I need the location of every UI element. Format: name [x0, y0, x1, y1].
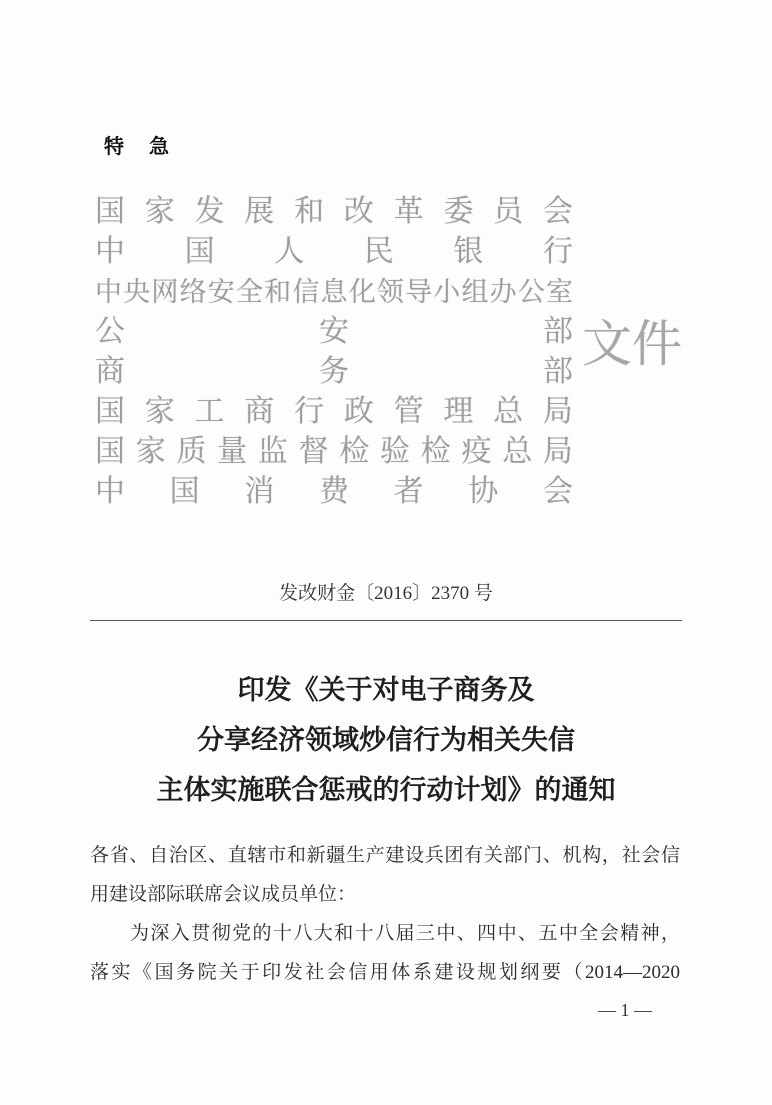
- issuer-char: 消: [244, 475, 275, 508]
- document-suffix: 文件: [582, 316, 682, 372]
- issuer-char: 商: [95, 355, 125, 388]
- body-text: [90, 836, 680, 992]
- issuer-char: 行: [294, 395, 325, 428]
- document-title: [0, 665, 772, 815]
- issuer-char: 督: [298, 435, 329, 468]
- issuer-char: 委: [443, 195, 474, 228]
- issuer-char: 量: [217, 435, 248, 468]
- issuer-char: 化: [348, 277, 376, 307]
- issuer-char: 家: [135, 435, 166, 468]
- title-line: 主体实施联合惩戒的行动计划》的通知: [156, 775, 616, 805]
- issuer-char: 安: [207, 277, 235, 307]
- issuer-char: 疫: [461, 435, 492, 468]
- issuer-char: 工: [194, 395, 225, 428]
- issuer-pboc: [95, 232, 573, 272]
- issuer-char: 国: [95, 435, 125, 468]
- issuer-char: 和: [264, 277, 292, 307]
- salutation-line: 各省、自治区、直辖市和新疆生产建设兵团有关部门、机构，社会信: [90, 845, 680, 866]
- issuer-char: 中: [95, 475, 125, 508]
- issuer-char: 国: [169, 475, 200, 508]
- issuer-char: 检: [420, 435, 451, 468]
- issuer-char: 络: [179, 277, 207, 307]
- issuer-char: 人: [274, 235, 305, 268]
- issuer-char: 民: [363, 235, 394, 268]
- issuer-char: 银: [453, 235, 484, 268]
- issuer-char: 政: [343, 395, 374, 428]
- issuer-char: 改: [343, 195, 374, 228]
- issuer-char: 费: [318, 475, 349, 508]
- page-number: — 1 —: [598, 1000, 652, 1020]
- issuer-public-security: [95, 312, 573, 352]
- issuer-char: 理: [443, 395, 474, 428]
- issuer-char: 和: [294, 195, 325, 228]
- issuer-char: 部: [543, 355, 573, 388]
- issuer-char: 组: [461, 277, 489, 307]
- issuer-char: 局: [542, 435, 573, 468]
- issuer-char: 局: [542, 395, 573, 428]
- issuer-char: 信: [292, 277, 320, 307]
- header-divider: [90, 620, 682, 621]
- issuer-char: 安: [319, 315, 349, 348]
- issuer-char: 导: [405, 277, 433, 307]
- document-number: 发改财金〔2016〕2370 号: [279, 583, 493, 604]
- issuer-char: 国: [95, 395, 125, 428]
- issuer-aqsiq: [95, 432, 573, 472]
- title-line: 分享经济领域炒信行为相关失信: [197, 725, 575, 755]
- issuer-char: 发: [194, 195, 225, 228]
- issuer-char: 监: [257, 435, 288, 468]
- issuer-char: 革: [393, 195, 424, 228]
- issuer-char: 全: [235, 277, 263, 307]
- issuer-char: 会: [542, 475, 573, 508]
- issuer-char: 室: [546, 277, 573, 307]
- issuer-char: 质: [176, 435, 207, 468]
- issuer-char: 协: [468, 475, 499, 508]
- issuer-consumers-association: [95, 472, 573, 512]
- title-line: 印发《关于对电子商务及: [237, 675, 535, 705]
- issuer-saic: [95, 392, 573, 432]
- paragraph-line: 落实《国务院关于印发社会信用体系建设规划纲要（2014—2020: [90, 962, 680, 983]
- issuer-char: 商: [244, 395, 275, 428]
- salutation-line: 用建设部际联席会议成员单位：: [90, 884, 357, 905]
- issuer-char: 家: [144, 195, 175, 228]
- issuer-char: 网: [151, 277, 179, 307]
- issuer-cyberspace-office: [95, 272, 573, 312]
- issuer-char: 检: [339, 435, 370, 468]
- issuer-commerce: [95, 352, 573, 392]
- issuer-char: 办: [489, 277, 517, 307]
- issuer-char: 公: [517, 277, 545, 307]
- issuer-char: 息: [320, 277, 348, 307]
- issuer-char: 中: [95, 235, 125, 268]
- issuer-char: 家: [144, 395, 175, 428]
- issuer-char: 部: [543, 315, 573, 348]
- urgency-label: 特 急: [104, 136, 179, 158]
- issuer-char: 展: [244, 195, 275, 228]
- issuer-char: 领: [376, 277, 404, 307]
- issuer-char: 管: [393, 395, 424, 428]
- issuer-char: 员: [493, 195, 524, 228]
- issuer-char: 验: [380, 435, 411, 468]
- issuer-char: 央: [123, 277, 151, 307]
- issuer-char: 总: [493, 395, 524, 428]
- issuer-char: 务: [319, 355, 349, 388]
- issuer-ndrc: [95, 192, 573, 232]
- issuer-char: 小: [433, 277, 461, 307]
- issuer-char: 中: [95, 277, 122, 307]
- issuer-char: 行: [542, 235, 573, 268]
- issuer-char: 总: [502, 435, 533, 468]
- issuer-char: 国: [95, 195, 125, 228]
- paragraph-line: 为深入贯彻党的十八大和十八届三中、四中、五中全会精神，: [130, 923, 680, 944]
- issuer-char: 国: [184, 235, 215, 268]
- issuing-agencies: [95, 192, 573, 512]
- issuer-char: 公: [95, 315, 125, 348]
- issuer-char: 会: [542, 195, 573, 228]
- issuer-char: 者: [393, 475, 424, 508]
